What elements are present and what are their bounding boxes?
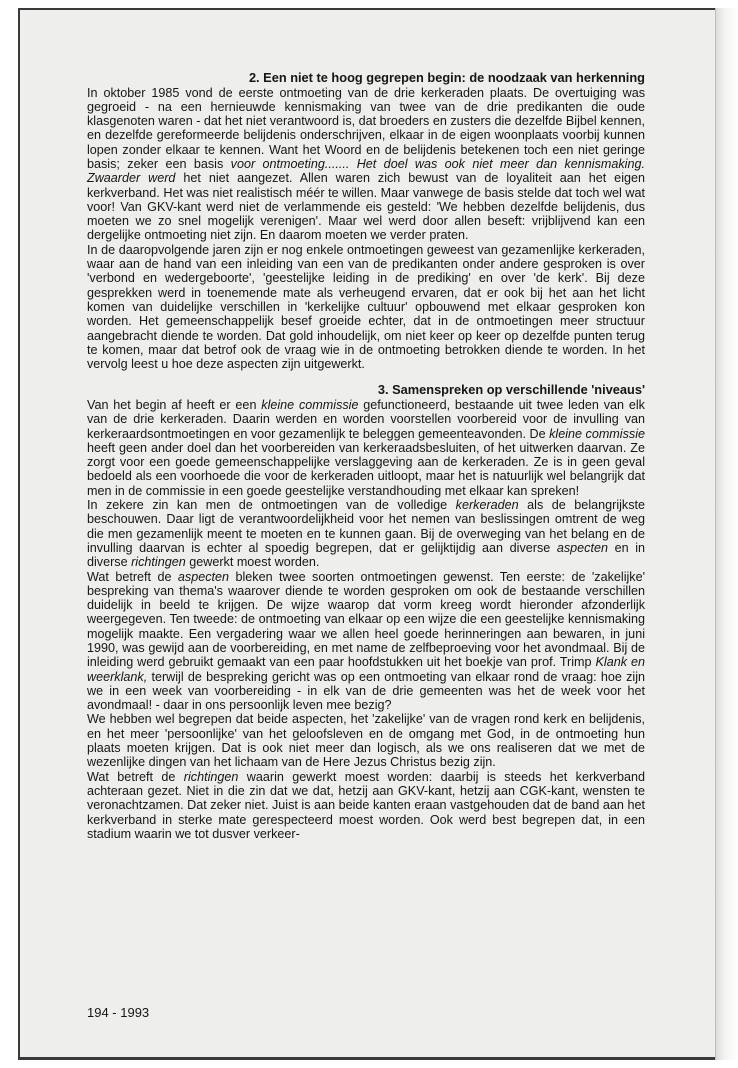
paragraph bbox=[87, 570, 645, 713]
italic-text-run: aspecten bbox=[556, 540, 608, 555]
text-run: In oktober 1985 vond de eerste ontmoeting van de drie kerkeraden plaats. De overtuiging was gegroeid - na een hernieuwde kennismaking van twee van de drie predikanten die oude klasgenoten waren - dat het niet verantwoord is, dat broeders en zusters die dezelfde Bijbel kennen, en dezelfde gereformeerde belijdenis onderschrijven, elkaar in de eigen woonplaats voorbij kunnen lopen zonder elkaar te kennen. Want het Woord en de belijdenis betekenen toch een niet geringe basis; zeker een basis bbox=[87, 85, 645, 171]
text-run: het niet aangezet. Allen waren zich bewust van de loyaliteit aan het eigen kerkverband. Het was niet realistisch méér te willen. Maar vanwege de basis stelde dat toch wel wat voor! Van GKV-kant werd niet de verlammende eis gesteld: 'We hebben dezelfde belijdenis, dus moeten we zo snel mogelijk verenigen'. Maar wel werd door allen beseft: vrijblijvend kan een dergelijke ontmoeting niet zijn. En daarom moeten we verder praten. bbox=[87, 171, 645, 243]
text-run: als de belangrijkste beschouwen. Daar ligt de verantwoordelijkheid voor het nemen van beslissingen omtrent de weg die men gezamenlijk meent te moeten en te kunnen gaan. Bij de overweging van het belang en de invulling daarvan is echter al spoedig begrepen, dat er gelijktijdig aan diverse bbox=[87, 498, 646, 555]
text-run: gewerkt moest worden. bbox=[185, 555, 320, 570]
paragraph bbox=[87, 498, 645, 569]
text-run: In zekere zin kan men de ontmoetingen van de volledige bbox=[87, 498, 456, 513]
text-run: In de daaropvolgende jaren zijn er nog enkele ontmoetingen geweest van gezamenlijke kerkeraden, waar aan de hand van een inleiding van een van de predikanten onder andere gesproken is over 'verbond en wedergeboorte', 'geestelijke leiding in de prediking' en over 'de kerk'. Bij deze gesprekken werd in toenemende mate als verheugend ervaren, dat er ook bij het aan het licht komen van duidelijke verschillen in 'kerkelijke cultuur' opbouwend met elkaar gesproken kon worden. Het gemeenschappelijk besef groeide echter, dat in de ontmoetingen meer structuur aangebracht diende te worden. Dat gold inhoudelijk, om niet keer op keer op dezelfde punten terug te komen, maar dat betrof ook de vraag wie in de ontmoeting betrokken diende te worden. In het vervolg leest u hoe deze aspecten zijn uitgewerkt. bbox=[87, 242, 645, 372]
text-run: Wat betreft de bbox=[87, 569, 178, 584]
section-3-body bbox=[87, 398, 645, 841]
text-run: We hebben wel begrepen dat beide aspecten, het 'zakelijke' van de vragen rond kerk en belijdenis, en het meer 'persoonlijke' van het geloofsleven en de omgang met God, in de ontmoeting hun plaats moeten krijgen. Dat is ook niet meer dan logisch, als we ons realiseren dat we met de wezenlijke dingen van het lichaam van de Here Jezus Christus bezig zijn. bbox=[87, 712, 645, 770]
text-run: waarin gewerkt moest worden: daarbij is steeds het kerkverband achteraan gezet. Niet in die zin dat we dat, hetzij aan GKV-kant, hetzij aan CGK-kant, wensten te veronachtzamen. Dat zeker niet. Juist is aan beide kanten eraan vastgehouden dat de band aan het kerkverband in sterke mate gerespecteerd moest worden. Ook werd best begrepen dat, in een stadium waarin we tot dusver verkeer- bbox=[87, 769, 645, 841]
text-run: en in diverse bbox=[87, 540, 645, 570]
italic-text-run: richtingen bbox=[183, 769, 239, 784]
paragraph bbox=[87, 712, 645, 769]
section-heading-3: 3. Samenspreken op verschillende 'niveaus' bbox=[377, 382, 645, 398]
paragraph bbox=[87, 86, 645, 243]
text-run: gefunctioneerd, bestaande uit twee leden van elk van de drie kerkeraden. Daarin werden en worden voorstellen voorbereid voor de invulling van kerkeraardsontmoetingen en voor gezamenlijk te beleggen gemeenteavonden. De bbox=[87, 397, 645, 441]
page-number: 194 - 1993 bbox=[87, 1005, 150, 1020]
italic-text-run: kerkeraden bbox=[455, 498, 519, 513]
italic-text-run: kleine commissie bbox=[261, 397, 359, 412]
text-run: Wat betreft de bbox=[87, 769, 184, 784]
text-run: Van het begin af heeft er een bbox=[87, 397, 262, 412]
italic-text-run: aspecten bbox=[177, 569, 230, 584]
italic-text-run: richtingen bbox=[131, 555, 186, 570]
section-heading-2: 2. Een niet te hoog gegrepen begin: de noodzaak van herkenning bbox=[248, 70, 645, 85]
paragraph bbox=[87, 243, 645, 372]
paragraph bbox=[87, 398, 645, 498]
text-run: bleken twee soorten ontmoetingen gewenst. Ten eerste: de 'zakelijke' bespreking van thema's waarover diende te worden gesproken om ook de bestaande verschillen duidelijk in beeld te krijgen. De wijze waarop dat vorm kreeg wordt hieronder afzonderlijk weergegeven. Ten tweede: de ontmoeting van elkaar op een wijze die een geestelijke kennismaking mogelijk maakte. Een vergadering waar we allen heel goede herinneringen aan bewaren, in juni 1990, was gewijd aan de voorbereiding, en met name de zelfbeproeving voor het avondmaal. Bij de inleiding werd gebruikt gemaakt van een paar hoofdstukken uit het boekje van prof. Trimp bbox=[87, 569, 646, 670]
text-run: heeft geen ander doel dan het voorbereiden van kerkeraadsbesluiten, of het uitwerken daarvan. Ze zorgt voor een goede gemeenschappelijke verslaggeving aan de kerkeraden. Ze is in geen geval bedoeld als een voorhoede die voor de kerkeraden uitloopt, maar het is natuurlijk wel belangrijk dat men in de commissie in een goede geestelijke verstandhouding met elkaar kan spreken! bbox=[87, 440, 645, 498]
italic-text-run: voor ontmoeting....... Het doel was ook niet meer dan kennismaking. Zwaarder werd bbox=[87, 156, 645, 186]
paragraph bbox=[87, 770, 645, 841]
book-spine-edge bbox=[715, 8, 738, 1060]
text-run: terwijl de bespreking gericht was op een ontmoeting van elkaar rond de vraag: hoe zijn we in een week van voorbereiding - in elk van de drie gemeenten was het de week voor het avondmaal! - daar in ons persoonlijk leven mee bezig? bbox=[87, 669, 645, 713]
italic-text-run: Klank en weerklank, bbox=[87, 655, 645, 684]
article-body bbox=[87, 71, 645, 841]
italic-text-run: kleine commissie bbox=[549, 426, 645, 441]
section-2-body bbox=[87, 86, 645, 372]
